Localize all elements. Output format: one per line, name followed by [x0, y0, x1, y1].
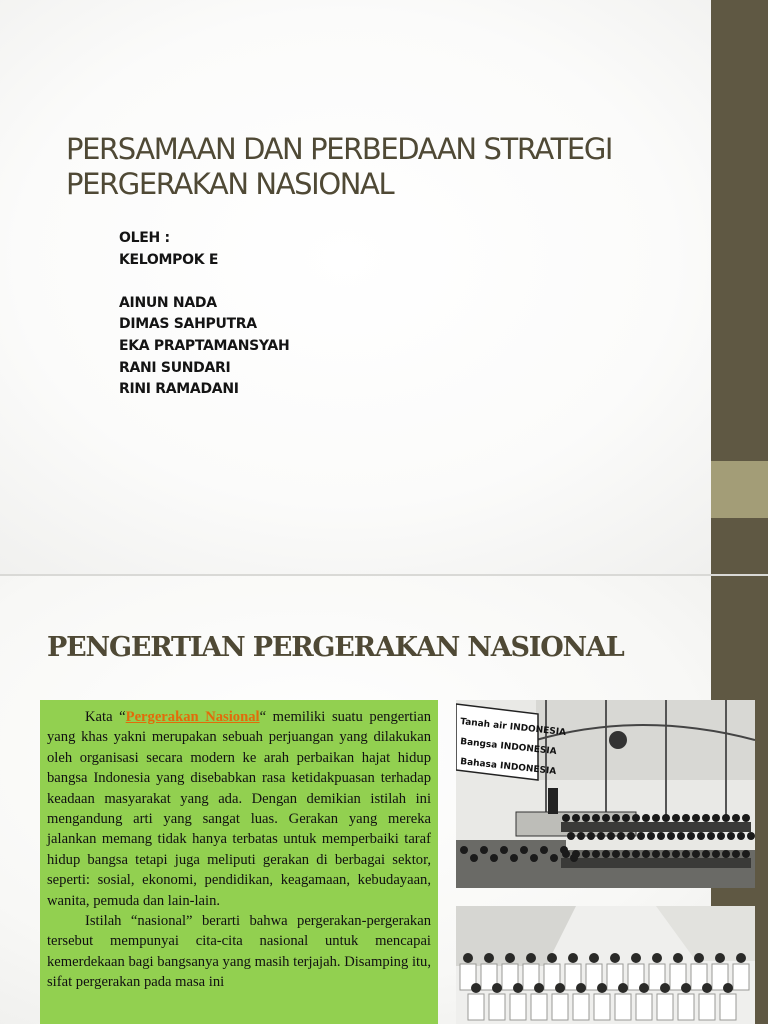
paragraph-2: Istilah “nasional” berarti bahwa pergerakan-pergerakan tersebut mempunyai cita-cita nasional untuk mencapai kemerdekaan bagi bangsanya yang masih terjajah. Disamping itu, sifat pergerakan pada masa ini [47, 913, 431, 991]
author-list [119, 228, 289, 401]
definition-text-box [40, 700, 438, 1024]
author-line: KELOMPOK E [119, 251, 219, 268]
banner-line-2: Bangsa INDONESIA [459, 737, 558, 758]
banner-line-3: Bahasa INDONESIA [459, 757, 557, 778]
slide-heading: PENGERTIAN PERGERAKAN NASIONAL [47, 632, 624, 663]
author-line: AINUN NADA [119, 294, 217, 311]
keyword-link[interactable]: Pergerakan Nasional [125, 709, 260, 725]
group-photo [456, 906, 755, 1024]
author-line: EKA PRAPTAMANSYAH [119, 337, 290, 354]
author-line: RANI SUNDARI [119, 359, 231, 376]
congress-photo [456, 700, 755, 888]
slide-definition [0, 576, 768, 1024]
banner-line-1: Tanah air INDONESIA [459, 717, 567, 739]
spacer-line [119, 271, 289, 293]
congress-illustration [456, 700, 755, 888]
group-portrait-illustration [456, 906, 755, 1024]
author-line: DIMAS SAHPUTRA [119, 316, 257, 333]
presentation-title: PERSAMAAN DAN PERBEDAAN STRATEGI PERGERAKAN NASIONAL [66, 132, 613, 201]
author-line: RINI RAMADANI [119, 381, 239, 398]
sidebar-highlight-bar [711, 461, 768, 518]
author-line: OLEH : [119, 230, 170, 246]
paragraph-1: Kata “Pergerakan Nasional“ memiliki suatu pengertian yang khas yakni merupakan sebuah perjuangan yang dilakukan oleh organisasi secara modern ke arah perbaikan hajat hidup bangsa Indonesia yang disebabkan rasa ketidakpuasan terhadap keadaan masyarakat yang ada. Dengan demikian istilah ini mengandung arti yang sangat luas. Gerakan yang mereka jalankan memang tidak hanya terbatas untuk memperbaiki taraf hidup bangsa tetapi juga meliputi gerakan di berbagai sektor, seperti: sosial, ekonomi, pendidikan, keagamaan, kebudayaan, wanita, pemuda dan lain-lain. [47, 709, 431, 909]
